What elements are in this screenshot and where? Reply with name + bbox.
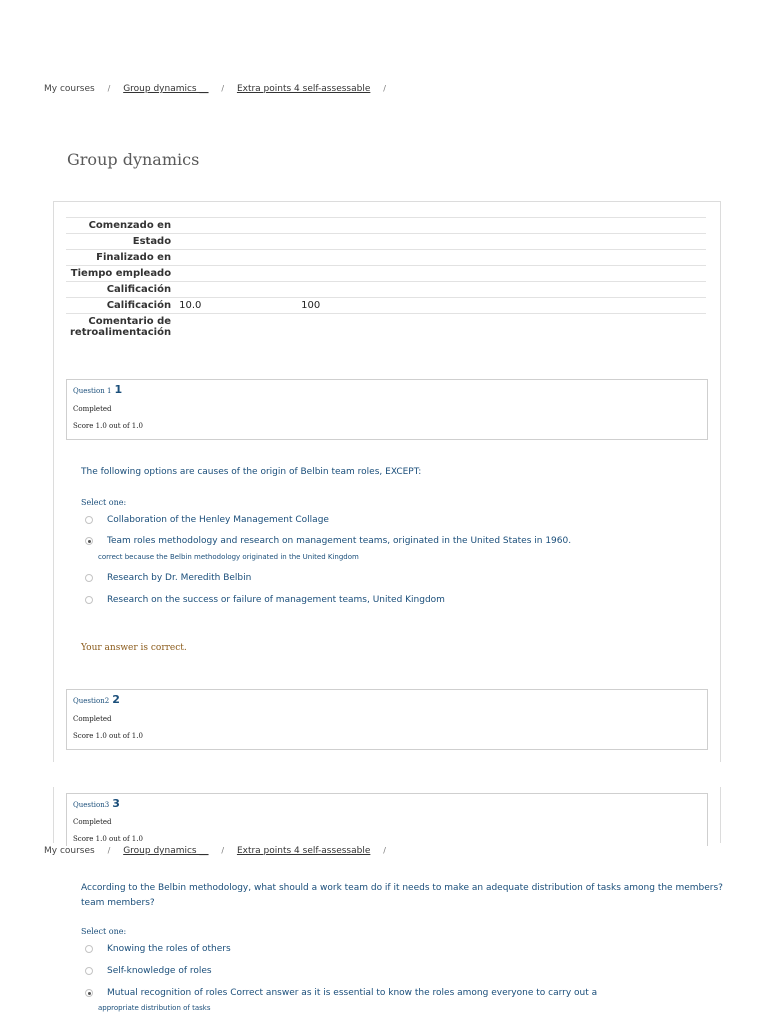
question-label: Question2 <box>73 697 110 705</box>
breadcrumb-my-courses[interactable]: My courses <box>44 84 95 94</box>
answer-option-label: Collaboration of the Henley Management Collage <box>107 515 329 525</box>
summary-row <box>66 234 706 250</box>
question-number: 3 <box>112 797 120 810</box>
question-label: Question3 <box>73 801 110 809</box>
breadcrumb-separator: / <box>383 846 386 855</box>
answer-option-selected[interactable] <box>85 536 571 546</box>
answer-option-selected[interactable] <box>85 988 597 998</box>
breadcrumb-separator: / <box>383 84 386 93</box>
select-one-label: Select one: <box>81 927 127 936</box>
breadcrumb-separator: / <box>107 846 111 855</box>
question-info-box <box>66 379 708 440</box>
radio-button[interactable] <box>85 967 93 975</box>
answer-option-label: Research on the success or failure of management teams, United Kingdom <box>107 595 445 605</box>
question-label: Question 1 <box>73 387 112 395</box>
answer-option-label: Team roles methodology and research on management teams, originated in the United States in 1960. <box>107 536 572 546</box>
summary-row <box>66 314 706 341</box>
summary-label: Estado <box>66 234 175 250</box>
question-score: Score 1.0 out of 1.0 <box>73 835 143 843</box>
radio-button[interactable] <box>85 596 93 604</box>
option-feedback: appropriate distribution of tasks <box>98 1004 211 1012</box>
grade-percent: 100 <box>297 298 706 314</box>
breadcrumb-course-link[interactable]: Group dynamics __ <box>123 84 209 94</box>
summary-value <box>175 218 297 234</box>
radio-button[interactable] <box>85 574 93 582</box>
question-text-line: team members? <box>81 898 155 908</box>
select-one-label: Select one: <box>81 498 127 507</box>
answer-option-label: Mutual recognition of roles Correct answer as it is essential to know the roles among everyone to carry out a <box>107 988 598 998</box>
answer-option[interactable] <box>85 595 445 605</box>
question-number: 2 <box>112 693 120 706</box>
page-title: Group dynamics <box>67 150 200 169</box>
summary-row <box>66 282 706 298</box>
summary-label: Calificación <box>66 282 175 298</box>
option-feedback: correct because the Belbin methodology originated in the United Kingdom <box>98 553 359 561</box>
breadcrumb-quiz-link[interactable]: Extra points 4 self-assessable <box>236 84 371 94</box>
summary-value-2 <box>297 218 706 234</box>
question-score: Score 1.0 out of 1.0 <box>73 732 143 740</box>
summary-value <box>175 266 297 282</box>
radio-button-checked[interactable] <box>85 537 93 545</box>
summary-value-2 <box>297 314 706 341</box>
question-info-box <box>66 793 708 846</box>
answer-option-label: Self-knowledge of roles <box>107 966 212 976</box>
question-status: Completed <box>73 405 112 413</box>
summary-value-2 <box>297 266 706 282</box>
summary-value-2 <box>297 234 706 250</box>
question-text: The following options are causes of the origin of Belbin team roles, EXCEPT: <box>81 467 422 477</box>
radio-button[interactable] <box>85 945 93 953</box>
answer-option[interactable] <box>85 966 212 976</box>
question-text <box>81 881 741 911</box>
question-status: Completed <box>73 818 112 826</box>
attempt-summary-table <box>66 217 706 340</box>
summary-row <box>66 298 706 314</box>
summary-label: Finalizado en <box>66 250 175 266</box>
summary-value <box>175 250 297 266</box>
summary-row <box>66 250 706 266</box>
summary-label: Calificación <box>66 298 175 314</box>
radio-button-checked[interactable] <box>85 989 93 997</box>
summary-label: Comenzado en <box>66 218 175 234</box>
answer-option-label: Knowing the roles of others <box>107 944 231 954</box>
question-score: Score 1.0 out of 1.0 <box>73 422 143 430</box>
answer-option[interactable] <box>85 944 231 954</box>
answer-option[interactable] <box>85 573 251 583</box>
summary-value-2 <box>297 282 706 298</box>
question-status: Completed <box>73 715 112 723</box>
breadcrumb <box>44 846 402 856</box>
question-number: 1 <box>114 383 123 396</box>
summary-value <box>175 234 297 250</box>
answer-result: Your answer is correct. <box>81 643 187 653</box>
breadcrumb <box>44 84 396 94</box>
summary-value-2 <box>297 250 706 266</box>
summary-row <box>66 218 706 234</box>
breadcrumb-quiz-link[interactable]: Extra points 4 self-assessable <box>236 846 371 856</box>
question-text-line: According to the Belbin methodology, what should a work team do if it needs to make an adequate distribution of tasks among the members? <box>81 883 723 893</box>
answer-option[interactable] <box>85 515 329 525</box>
summary-row <box>66 266 706 282</box>
summary-label: Tiempo empleado <box>66 266 175 282</box>
breadcrumb-course-link[interactable]: Group dynamics __ <box>123 846 209 856</box>
question-info-box <box>66 689 708 750</box>
summary-value <box>175 282 297 298</box>
answer-option-label: Research by Dr. Meredith Belbin <box>107 573 252 583</box>
breadcrumb-separator: / <box>221 84 225 93</box>
breadcrumb-separator: / <box>107 84 111 93</box>
grade-value: 10.0 <box>175 298 297 314</box>
radio-button[interactable] <box>85 516 93 524</box>
breadcrumb-my-courses[interactable]: My courses <box>44 846 95 856</box>
summary-value <box>175 314 297 341</box>
summary-label: Comentario de retroalimentación <box>66 314 175 341</box>
breadcrumb-separator: / <box>221 846 225 855</box>
